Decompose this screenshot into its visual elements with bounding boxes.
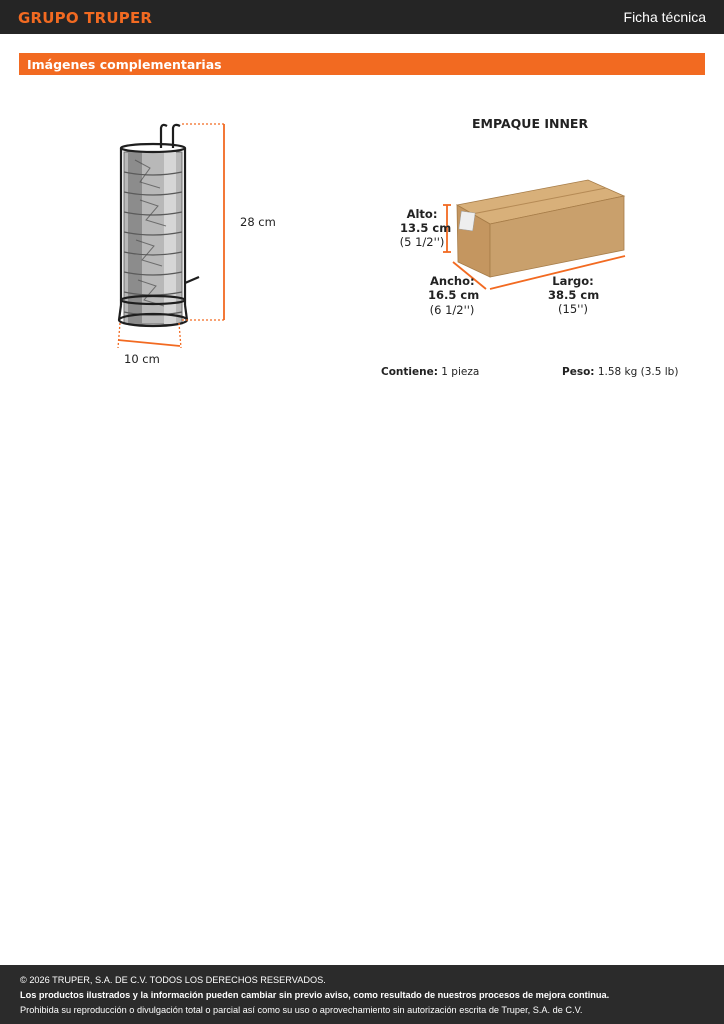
footer-legal: Prohibida su reproducción o divulgación total o parcial así como su uso o aprovechamiento sin autorización escrita de Truper, S.A. de C.V.	[20, 1005, 583, 1015]
alto-label: Alto:	[406, 207, 438, 221]
product-height-label: 28 cm	[240, 215, 276, 229]
peso-label: Peso:	[562, 366, 595, 378]
contiene-value: 1 pieza	[441, 366, 480, 378]
document-type-label: Ficha técnica	[623, 9, 706, 25]
cardboard-box-image	[0, 0, 724, 400]
weight-line	[562, 366, 678, 378]
footer-copyright: © 2026 TRUPER, S.A. DE C.V. TODOS LOS DERECHOS RESERVADOS.	[20, 975, 326, 985]
footer-notice: Los productos ilustrados y la información pueden cambiar sin previo aviso, como resultado de nuestros procesos de mejora continua.	[20, 990, 610, 1000]
alto-inches: (5 1/2'')	[399, 235, 445, 249]
largo-label: Largo:	[552, 274, 594, 288]
largo-cm: 38.5 cm	[548, 288, 600, 302]
alto-cm: 13.5 cm	[400, 221, 452, 235]
peso-value: 1.58 kg (3.5 lb)	[597, 366, 679, 378]
ancho-cm: 16.5 cm	[428, 288, 480, 302]
contiene-label: Contiene:	[381, 366, 438, 378]
largo-inches: (15'')	[558, 302, 588, 316]
ancho-label: Ancho:	[430, 274, 475, 288]
product-width-label: 10 cm	[124, 352, 160, 366]
section-title: Imágenes complementarias	[27, 57, 222, 72]
contents-line	[381, 366, 479, 378]
ancho-inches: (6 1/2'')	[429, 303, 475, 317]
packaging-title: EMPAQUE INNER	[472, 116, 589, 131]
grupo-truper-logo: GRUPO TRUPER	[18, 9, 153, 27]
page-footer	[0, 965, 724, 1024]
